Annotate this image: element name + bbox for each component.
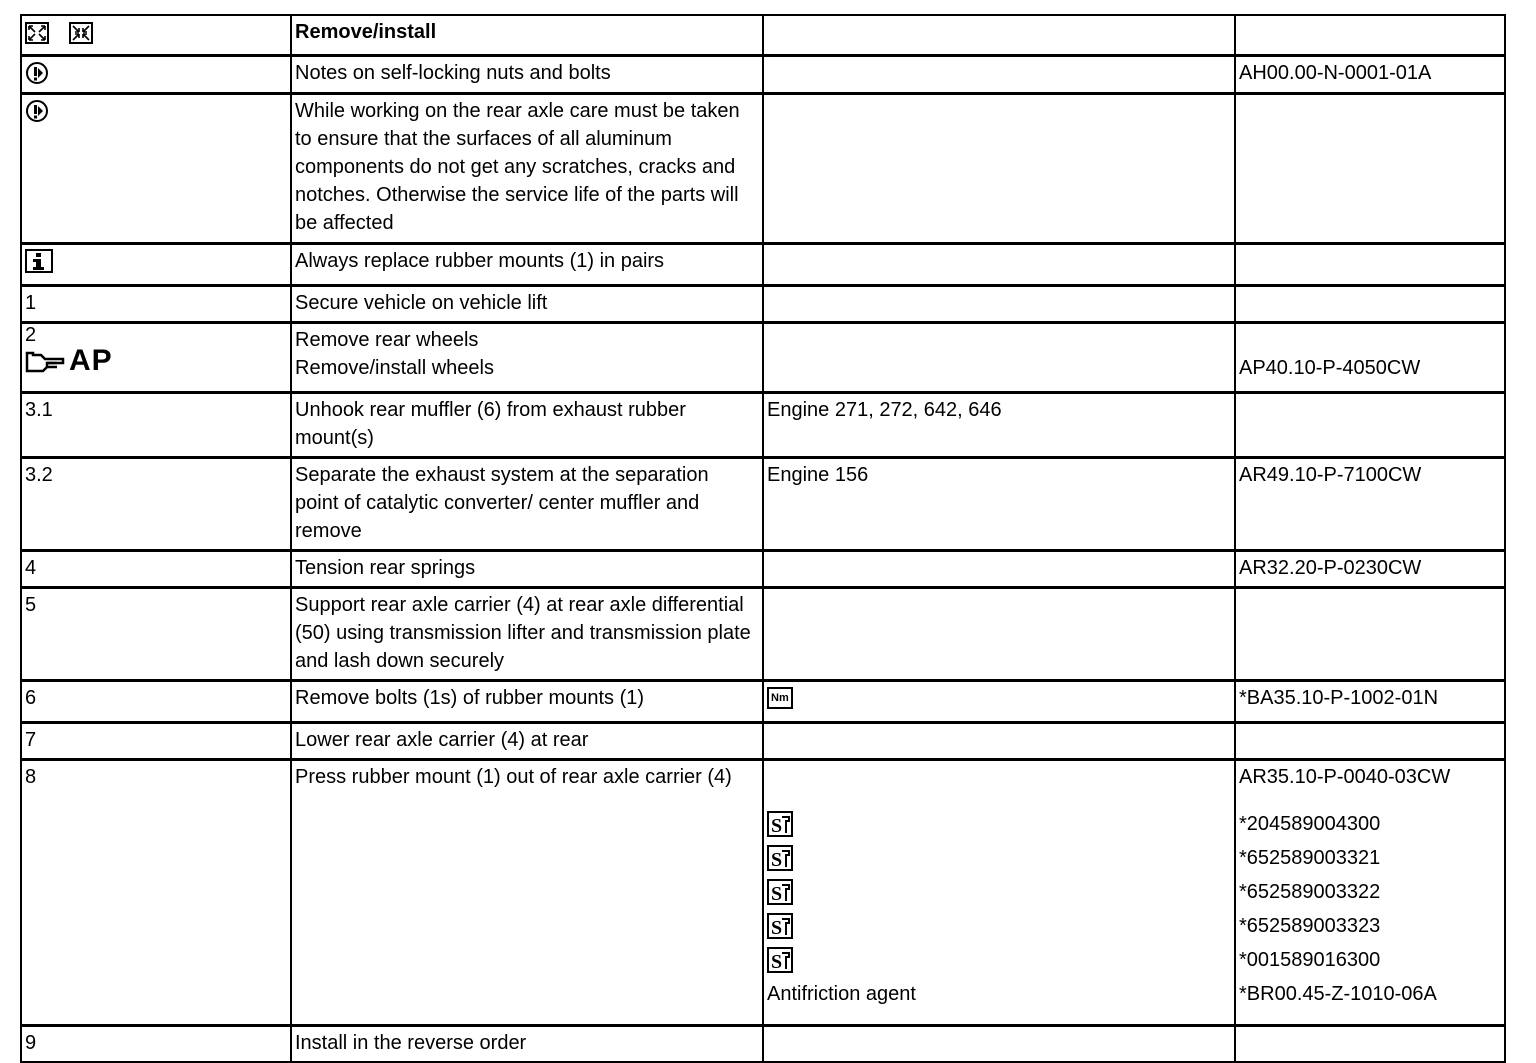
header-title: Remove/install [291, 15, 763, 55]
special-tool-icon[interactable] [767, 811, 793, 837]
svg-text:S: S [771, 883, 783, 906]
step-number: 3.1 [21, 392, 291, 457]
row-text: Separate the exhaust system at the separation point of catalytic converter/ center muffler and remove [291, 457, 763, 550]
row-ref[interactable]: AP40.10-P-4050CW [1239, 356, 1421, 379]
row-ref[interactable]: AR32.20-P-0230CW [1235, 550, 1505, 587]
tool-ref[interactable]: *652589003321 [1239, 846, 1381, 869]
row-text: While working on the rear axle care must be taken to ensure that the surfaces of all aluminum components do not get any scratches, cracks and notches. Otherwise the service life of the parts will be affected [291, 93, 763, 243]
step-number: 9 [21, 1025, 291, 1062]
tool-ref[interactable]: *204589004300 [1239, 812, 1381, 835]
table-row [21, 93, 1505, 243]
agent-label: Antifriction agent [767, 982, 916, 1005]
tool-ref[interactable]: *001589016300 [1239, 948, 1381, 971]
special-tool-icon[interactable] [767, 879, 793, 905]
svg-text:S: S [771, 917, 783, 940]
table-row [21, 322, 1505, 392]
refs-cell [1235, 759, 1505, 1025]
row-text: Lower rear axle carrier (4) at rear [291, 722, 763, 759]
table-row [21, 680, 1505, 722]
row-text: Support rear axle carrier (4) at rear axle differential (50) using transmission lifter and transmission plate and lash down securely [291, 587, 763, 680]
special-tool-icon[interactable] [767, 947, 793, 973]
row-text: Press rubber mount (1) out of rear axle carrier (4) [291, 759, 763, 1025]
ap-label: AP [69, 343, 113, 377]
row-condition: Engine 271, 272, 642, 646 [763, 392, 1235, 457]
row-text: Secure vehicle on vehicle lift [291, 285, 763, 322]
torque-icon[interactable]: Nm [767, 687, 793, 709]
row-text: Notes on self-locking nuts and bolts [291, 55, 763, 93]
svg-text:S: S [771, 849, 783, 872]
table-row [21, 587, 1505, 680]
table-row [21, 722, 1505, 759]
header-icons-cell [21, 15, 291, 55]
tools-cell [763, 759, 1235, 1025]
row-ref[interactable]: AH00.00-N-0001-01A [1235, 55, 1505, 93]
info-icon [25, 249, 53, 273]
pointing-hand-icon [25, 349, 65, 373]
row-text: Install in the reverse order [291, 1025, 763, 1062]
table-row [21, 392, 1505, 457]
table-row [21, 285, 1505, 322]
step-number: 7 [21, 722, 291, 759]
procedure-table [20, 14, 1506, 1063]
row-text: Remove bolts (1s) of rubber mounts (1) [291, 680, 763, 722]
caution-icon [25, 99, 49, 123]
row-subtext: Remove/install wheels [295, 356, 494, 379]
zoom-in-icon[interactable] [25, 22, 49, 44]
step-number: 4 [21, 550, 291, 587]
table-row [21, 759, 1505, 1025]
row-text: Unhook rear muffler (6) from exhaust rubber mount(s) [291, 392, 763, 457]
step-number: 3.2 [21, 457, 291, 550]
step-number: 1 [21, 285, 291, 322]
step-number: 5 [21, 587, 291, 680]
header-row [21, 15, 1505, 55]
tool-ref[interactable]: *652589003322 [1239, 880, 1381, 903]
table-row [21, 55, 1505, 93]
tool-ref[interactable]: *652589003323 [1239, 914, 1381, 937]
table-row [21, 243, 1505, 285]
table-row [21, 1025, 1505, 1062]
row-ref[interactable]: *BA35.10-P-1002-01N [1235, 680, 1505, 722]
ap-reference[interactable] [25, 343, 113, 377]
row-condition: Engine 156 [763, 457, 1235, 550]
row-ref[interactable]: AR35.10-P-0040-03CW [1239, 765, 1451, 788]
caution-icon [25, 61, 49, 85]
row-text: Tension rear springs [291, 550, 763, 587]
special-tool-icon[interactable] [767, 913, 793, 939]
row-ref[interactable]: AR49.10-P-7100CW [1235, 457, 1505, 550]
step-number: 6 [21, 680, 291, 722]
agent-ref[interactable]: *BR00.45-Z-1010-06A [1239, 982, 1437, 1005]
row-text: Remove rear wheels [295, 328, 479, 351]
step-number: 2 [25, 323, 37, 346]
svg-text:S: S [771, 951, 783, 974]
table-row [21, 550, 1505, 587]
row-text: Always replace rubber mounts (1) in pairs [291, 243, 763, 285]
svg-text:S: S [771, 815, 783, 838]
table-row [21, 457, 1505, 550]
step-number: 8 [21, 759, 291, 1025]
special-tool-icon[interactable] [767, 845, 793, 871]
zoom-out-icon[interactable] [69, 22, 93, 44]
